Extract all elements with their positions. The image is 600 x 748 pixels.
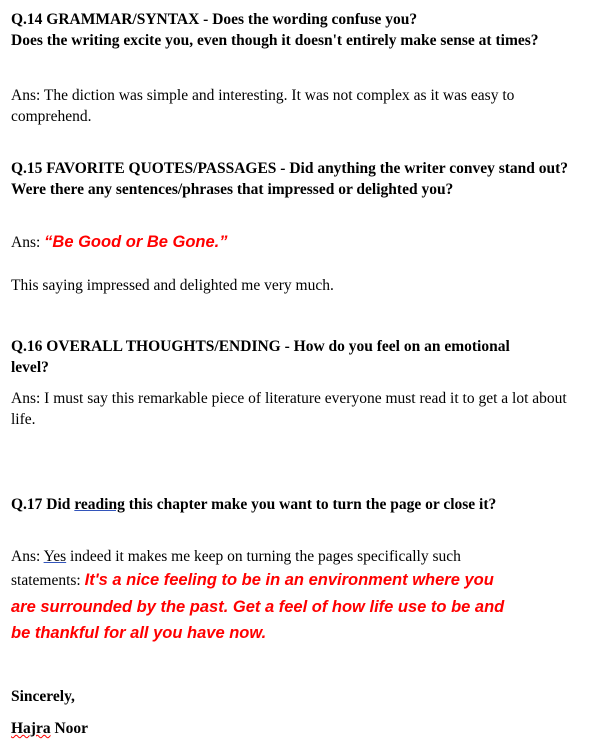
q17-answer-statements-label: statements: [11,572,85,589]
q17-question [11,494,593,515]
q17-answer-prefix: Ans: [11,548,44,565]
q17-question-pre: Q.17 Did [11,496,75,513]
q16-answer-prefix: Ans: [11,390,41,407]
q14-answer-prefix: Ans: [11,87,41,104]
q17-answer-yes: Yes [43,548,67,565]
q15-answer [11,232,593,253]
q17-red-line1: It's a nice feeling to be in an environment where you [84,571,494,589]
q17-answer-line1-rest: indeed it makes me keep on turning the pages specifically such [66,548,461,565]
q17-answer-line1 [11,546,593,567]
q17-question-post: this chapter make you want to turn the page or close it? [124,496,497,513]
q17-red-line3: be thankful for all you have now. [11,624,267,642]
q14-question-line1: Q.14 GRAMMAR/SYNTAX - Does the wording confuse you? [11,11,418,28]
q16-answer-text: I must say this remarkable piece of literature everyone must read it to get a lot about life. [11,390,567,428]
q17-question-underlined: reading [74,496,125,513]
q17-answer [11,546,593,646]
q16-question [11,336,593,378]
q17-red-line2: are surrounded by the past. Get a feel of how life use to be and [11,598,505,616]
q16-answer [11,388,593,430]
q17-answer-line2 [11,567,593,594]
signature-last-name: Noor [50,720,89,737]
q14-answer [11,85,593,127]
q15-answer-prefix: Ans: [11,234,45,251]
q15-quote: “Be Good or Be Gone.” [44,233,228,251]
q16-question-line2: level? [11,359,49,376]
q14-question-line2: Does the writing excite you, even though it doesn't entirely make sense at times? [11,32,539,49]
q14-question [11,9,593,51]
q14-answer-text: The diction was simple and interesting. It was not complex as it was easy to comprehend. [11,87,515,125]
q15-question: Q.15 FAVORITE QUOTES/PASSAGES - Did anything the writer convey stand out? Were there any sentences/phrases that impressed or delighted you? [11,160,569,198]
signature-first-name: Hajra [11,720,51,737]
q16-question-line1: Q.16 OVERALL THOUGHTS/ENDING - How do you feel on an emotional [11,338,510,355]
q15-followup: This saying impressed and delighted me very much. [11,277,334,294]
closing-signature [11,718,593,739]
closing-valediction: Sincerely, [11,688,75,705]
